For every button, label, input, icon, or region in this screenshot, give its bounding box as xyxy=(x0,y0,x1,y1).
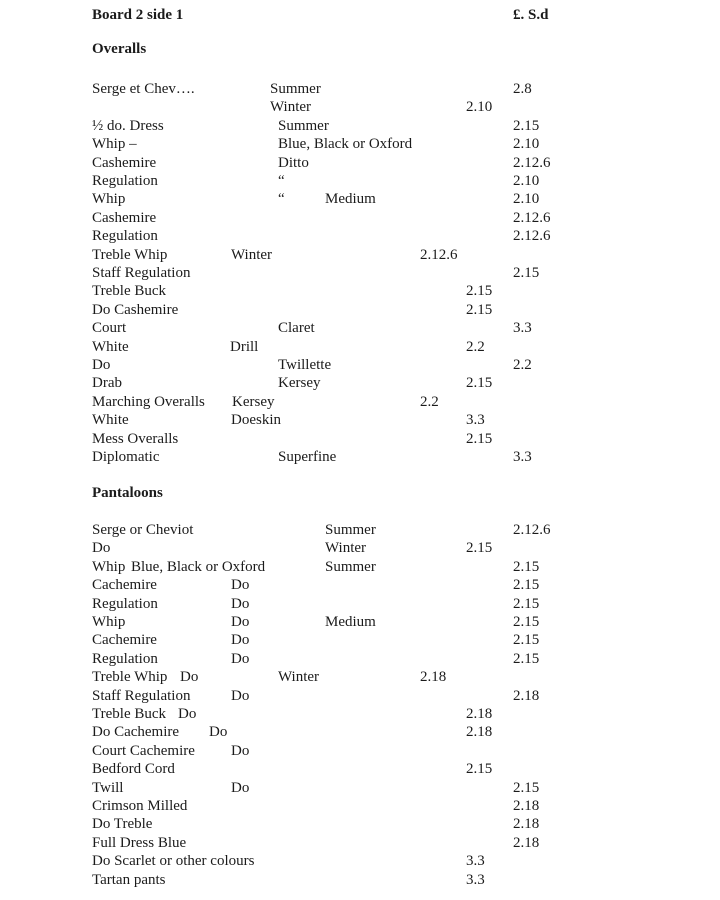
item-text: ½ do. Dress xyxy=(92,118,164,134)
item-text: Court Cachemire xyxy=(92,743,195,759)
item-text: Crimson Milled xyxy=(92,798,188,814)
price-value: 2.2 xyxy=(513,357,532,373)
item-text: Treble Buck xyxy=(92,706,167,722)
price-value: 2.10 xyxy=(513,136,540,152)
item-text: Tartan pants xyxy=(92,872,166,888)
item-text: Treble Buck xyxy=(92,283,167,299)
item-text: Do xyxy=(92,540,111,556)
price-value: 2.15 xyxy=(513,614,540,630)
item-text: Do xyxy=(178,706,197,722)
price-value: 2.15 xyxy=(513,577,540,593)
item-text: Winter xyxy=(278,669,320,685)
item-text: Summer xyxy=(278,118,329,134)
price-value: 2.15 xyxy=(466,431,493,447)
item-text: Mess Overalls xyxy=(92,431,179,447)
item-text: Do xyxy=(231,632,250,648)
price-value: 2.15 xyxy=(466,283,493,299)
item-text: Doeskin xyxy=(231,412,281,428)
item-text: Whip xyxy=(92,614,126,630)
item-text: Claret xyxy=(278,320,315,336)
item-text: Do xyxy=(180,669,199,685)
item-text: Marching Overalls xyxy=(92,394,205,410)
price-value: 2.15 xyxy=(513,265,540,281)
item-text: Do Cachemire xyxy=(92,724,180,740)
item-text: Do xyxy=(231,651,250,667)
price-value: 2.12.6 xyxy=(513,210,551,226)
item-text: Blue, Black or Oxford xyxy=(131,559,266,575)
price-value: 2.18 xyxy=(513,798,540,814)
price-value: 2.15 xyxy=(466,540,493,556)
item-text: Whip xyxy=(92,559,126,575)
item-text: Kersey xyxy=(232,394,275,410)
item-text: Do xyxy=(231,577,250,593)
item-text: Do xyxy=(231,688,250,704)
price-value: 2.15 xyxy=(513,632,540,648)
item-text: Regulation xyxy=(92,173,158,189)
price-value: 2.15 xyxy=(513,596,540,612)
item-text: Treble Whip xyxy=(92,669,168,685)
item-text: Twillette xyxy=(278,357,332,373)
item-text: Medium xyxy=(325,614,376,630)
price-value: 2.18 xyxy=(513,816,540,832)
item-text: Regulation xyxy=(92,228,158,244)
item-text: Treble Whip xyxy=(92,247,168,263)
item-text: Do xyxy=(231,780,250,796)
price-value: 2.18 xyxy=(466,706,493,722)
price-value: 2.12.6 xyxy=(513,228,551,244)
item-text: Staff Regulation xyxy=(92,265,191,281)
price-value: 2.18 xyxy=(513,688,540,704)
price-value: 2.12.6 xyxy=(513,155,551,171)
price-value: 2.18 xyxy=(513,835,540,851)
item-text: Full Dress Blue xyxy=(92,835,187,851)
item-text: Do Scarlet or other colours xyxy=(92,853,255,869)
item-text: “ xyxy=(278,173,285,189)
item-text: Court xyxy=(92,320,127,336)
section-heading-overalls: Overalls xyxy=(92,41,147,57)
price-value: 2.15 xyxy=(466,375,493,391)
doc-title: Board 2 side 1 xyxy=(92,7,184,23)
item-text: “ xyxy=(278,191,285,207)
item-text: Cashemire xyxy=(92,155,157,171)
item-text: Kersey xyxy=(278,375,321,391)
item-text: Whip – xyxy=(92,136,137,152)
price-value: 2.10 xyxy=(513,191,540,207)
item-text: Do xyxy=(92,357,111,373)
item-text: Ditto xyxy=(278,155,309,171)
item-text: Bedford Cord xyxy=(92,761,175,777)
price-value: 3.3 xyxy=(466,412,485,428)
section-heading-pantaloons: Pantaloons xyxy=(92,485,163,501)
price-value: 2.2 xyxy=(420,394,439,410)
item-text: Drill xyxy=(230,339,259,355)
item-text: Medium xyxy=(325,191,376,207)
currency-column-header: £. S.d xyxy=(513,7,549,23)
item-text: Superfine xyxy=(278,449,337,465)
item-text: Summer xyxy=(270,81,321,97)
price-value: 2.12.6 xyxy=(420,247,458,263)
item-text: Do xyxy=(231,596,250,612)
price-value: 2.10 xyxy=(513,173,540,189)
item-text: Do Treble xyxy=(92,816,153,832)
item-text: Summer xyxy=(325,559,376,575)
price-value: 2.15 xyxy=(466,302,493,318)
item-text: Twill xyxy=(92,780,124,796)
price-value: 2.15 xyxy=(513,118,540,134)
item-text: White xyxy=(92,339,129,355)
item-text: Whip xyxy=(92,191,126,207)
price-value: 2.15 xyxy=(513,559,540,575)
item-text: Serge et Chev…. xyxy=(92,81,195,97)
item-text: Regulation xyxy=(92,596,158,612)
item-text: Blue, Black or Oxford xyxy=(278,136,413,152)
price-value: 2.15 xyxy=(513,780,540,796)
price-value: 2.18 xyxy=(466,724,493,740)
item-text: Do xyxy=(231,743,250,759)
item-text: Regulation xyxy=(92,651,158,667)
item-text: White xyxy=(92,412,129,428)
price-value: 2.15 xyxy=(466,761,493,777)
item-text: Diplomatic xyxy=(92,449,160,465)
item-text: Winter xyxy=(325,540,367,556)
item-text: Cachemire xyxy=(92,632,157,648)
item-text: Do xyxy=(231,614,250,630)
price-value: 2.2 xyxy=(466,339,485,355)
price-value: 2.8 xyxy=(513,81,532,97)
item-text: Cachemire xyxy=(92,577,157,593)
price-value: 2.15 xyxy=(513,651,540,667)
price-value: 3.3 xyxy=(513,320,532,336)
price-value: 3.3 xyxy=(466,853,485,869)
item-text: Drab xyxy=(92,375,122,391)
price-value: 2.12.6 xyxy=(513,522,551,538)
price-value: 2.10 xyxy=(466,99,493,115)
item-text: Do xyxy=(209,724,228,740)
item-text: Cashemire xyxy=(92,210,157,226)
item-text: Winter xyxy=(231,247,273,263)
item-text: Staff Regulation xyxy=(92,688,191,704)
price-value: 3.3 xyxy=(513,449,532,465)
item-text: Serge or Cheviot xyxy=(92,522,194,538)
item-text: Summer xyxy=(325,522,376,538)
item-text: Winter xyxy=(270,99,312,115)
item-text: Do Cashemire xyxy=(92,302,179,318)
price-value: 2.18 xyxy=(420,669,447,685)
price-value: 3.3 xyxy=(466,872,485,888)
